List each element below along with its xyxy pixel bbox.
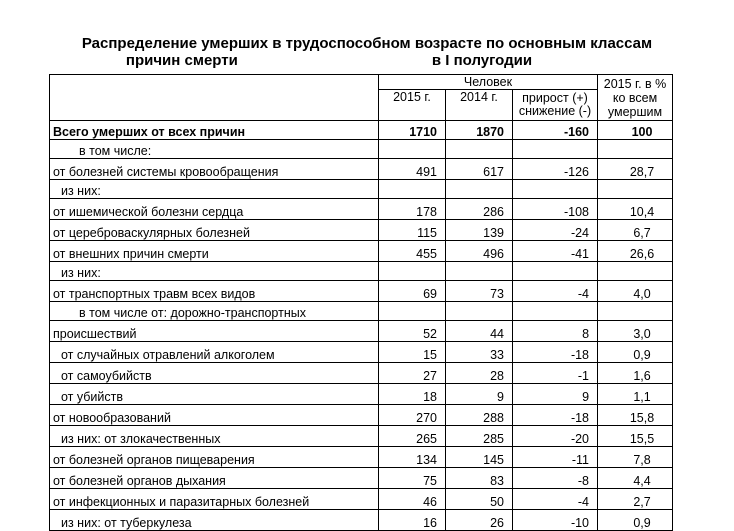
value-share: 10,4 (598, 199, 673, 220)
table-row (50, 199, 673, 220)
row-label: от случайных отравлений алкоголем (50, 342, 379, 363)
value-share: 1,1 (598, 384, 673, 405)
table-row (50, 302, 673, 321)
header-share: 2015 г. в % ко всем умершим (598, 75, 673, 121)
value-2014: 26 (446, 510, 513, 531)
table-row (50, 426, 673, 447)
row-label: от цереброваскулярных болезней (50, 220, 379, 241)
value-2014: 50 (446, 489, 513, 510)
value-2015: 15 (379, 342, 446, 363)
value-share: 4,4 (598, 468, 673, 489)
value-2015 (379, 302, 446, 321)
header-2015: 2015 г. (379, 90, 446, 121)
value-2014: 285 (446, 426, 513, 447)
value-2015 (379, 262, 446, 281)
value-2015: 18 (379, 384, 446, 405)
table-row (50, 447, 673, 468)
title-line2-right: в I полугодии (431, 52, 533, 69)
value-change: -41 (513, 241, 598, 262)
value-2015: 75 (379, 468, 446, 489)
value-change: -4 (513, 281, 598, 302)
row-label: в том числе от: дорожно-транспортных (50, 302, 379, 321)
value-2015: 115 (379, 220, 446, 241)
value-2014: 28 (446, 363, 513, 384)
value-2015: 270 (379, 405, 446, 426)
row-label: от внешних причин смерти (50, 241, 379, 262)
value-2014: 44 (446, 321, 513, 342)
value-2014: 288 (446, 405, 513, 426)
row-label: от убийств (50, 384, 379, 405)
table-row (50, 140, 673, 159)
value-share: 6,7 (598, 220, 673, 241)
value-share: 15,5 (598, 426, 673, 447)
row-label: из них: (50, 180, 379, 199)
row-label: от болезней органов дыхания (50, 468, 379, 489)
header-change: прирост (+) снижение (-) (513, 90, 598, 121)
table-row (50, 489, 673, 510)
table-row (50, 468, 673, 489)
value-share: 15,8 (598, 405, 673, 426)
table-row (50, 220, 673, 241)
table-row (50, 342, 673, 363)
value-change: -1 (513, 363, 598, 384)
title-line2 (0, 52, 734, 69)
value-2015: 265 (379, 426, 446, 447)
value-change: -126 (513, 159, 598, 180)
row-label: от болезней органов пищеварения (50, 447, 379, 468)
value-2014: 83 (446, 468, 513, 489)
value-2014 (446, 262, 513, 281)
table-row (50, 363, 673, 384)
row-label: от болезней системы кровообращения (50, 159, 379, 180)
value-change: -18 (513, 405, 598, 426)
value-change: -4 (513, 489, 598, 510)
value-share: 4,0 (598, 281, 673, 302)
table-row (50, 405, 673, 426)
table-row (50, 121, 673, 140)
value-share: 28,7 (598, 159, 673, 180)
value-change (513, 302, 598, 321)
value-2015: 455 (379, 241, 446, 262)
header-row-1 (50, 75, 673, 90)
header-2014: 2014 г. (446, 90, 513, 121)
value-2015: 16 (379, 510, 446, 531)
row-label: от самоубийств (50, 363, 379, 384)
value-change: 8 (513, 321, 598, 342)
row-label: происшествий (50, 321, 379, 342)
value-2015: 69 (379, 281, 446, 302)
value-share: 1,6 (598, 363, 673, 384)
table-row (50, 241, 673, 262)
value-2014: 617 (446, 159, 513, 180)
value-2015: 46 (379, 489, 446, 510)
value-2014 (446, 140, 513, 159)
table-row (50, 262, 673, 281)
value-change (513, 262, 598, 281)
row-label: Всего умерших от всех причин (50, 121, 379, 140)
value-share (598, 262, 673, 281)
header-people: Человек (379, 75, 598, 90)
value-2014: 33 (446, 342, 513, 363)
value-2014: 496 (446, 241, 513, 262)
value-change: -24 (513, 220, 598, 241)
row-label: от инфекционных и паразитарных болезней (50, 489, 379, 510)
value-2014 (446, 180, 513, 199)
value-share: 7,8 (598, 447, 673, 468)
table-row (50, 281, 673, 302)
table-row (50, 510, 673, 531)
value-2015 (379, 140, 446, 159)
value-share: 3,0 (598, 321, 673, 342)
table-row (50, 321, 673, 342)
value-change (513, 140, 598, 159)
value-share (598, 180, 673, 199)
value-change (513, 180, 598, 199)
table-row (50, 384, 673, 405)
value-change: -8 (513, 468, 598, 489)
value-2015: 52 (379, 321, 446, 342)
value-share: 2,7 (598, 489, 673, 510)
value-share: 100 (598, 121, 673, 140)
value-change: -108 (513, 199, 598, 220)
title-line2-left: причин смерти (125, 52, 238, 69)
row-label: от новообразований (50, 405, 379, 426)
row-label: в том числе: (50, 140, 379, 159)
value-2014: 145 (446, 447, 513, 468)
table-row (50, 180, 673, 199)
value-change: -18 (513, 342, 598, 363)
value-2015: 491 (379, 159, 446, 180)
value-2014: 1870 (446, 121, 513, 140)
row-label: из них: от злокачественных (50, 426, 379, 447)
title-line1: Распределение умерших в трудоспособном возрасте по основным классам (81, 35, 653, 52)
row-label: из них: (50, 262, 379, 281)
value-2015: 178 (379, 199, 446, 220)
value-share (598, 302, 673, 321)
value-share: 26,6 (598, 241, 673, 262)
value-2015 (379, 180, 446, 199)
row-label: из них: от туберкулеза (50, 510, 379, 531)
row-label: от ишемической болезни сердца (50, 199, 379, 220)
value-2014: 139 (446, 220, 513, 241)
value-2015: 1710 (379, 121, 446, 140)
value-2015: 27 (379, 363, 446, 384)
value-2015: 134 (379, 447, 446, 468)
value-2014 (446, 302, 513, 321)
value-share (598, 140, 673, 159)
value-change: -10 (513, 510, 598, 531)
value-2014: 286 (446, 199, 513, 220)
value-change: 9 (513, 384, 598, 405)
row-label: от транспортных травм всех видов (50, 281, 379, 302)
header-blank-cell (50, 75, 379, 121)
mortality-table (49, 74, 673, 531)
value-2014: 73 (446, 281, 513, 302)
value-change: -11 (513, 447, 598, 468)
table-row (50, 159, 673, 180)
value-change: -160 (513, 121, 598, 140)
value-change: -20 (513, 426, 598, 447)
value-2014: 9 (446, 384, 513, 405)
value-share: 0,9 (598, 510, 673, 531)
document-title (0, 35, 734, 69)
value-share: 0,9 (598, 342, 673, 363)
